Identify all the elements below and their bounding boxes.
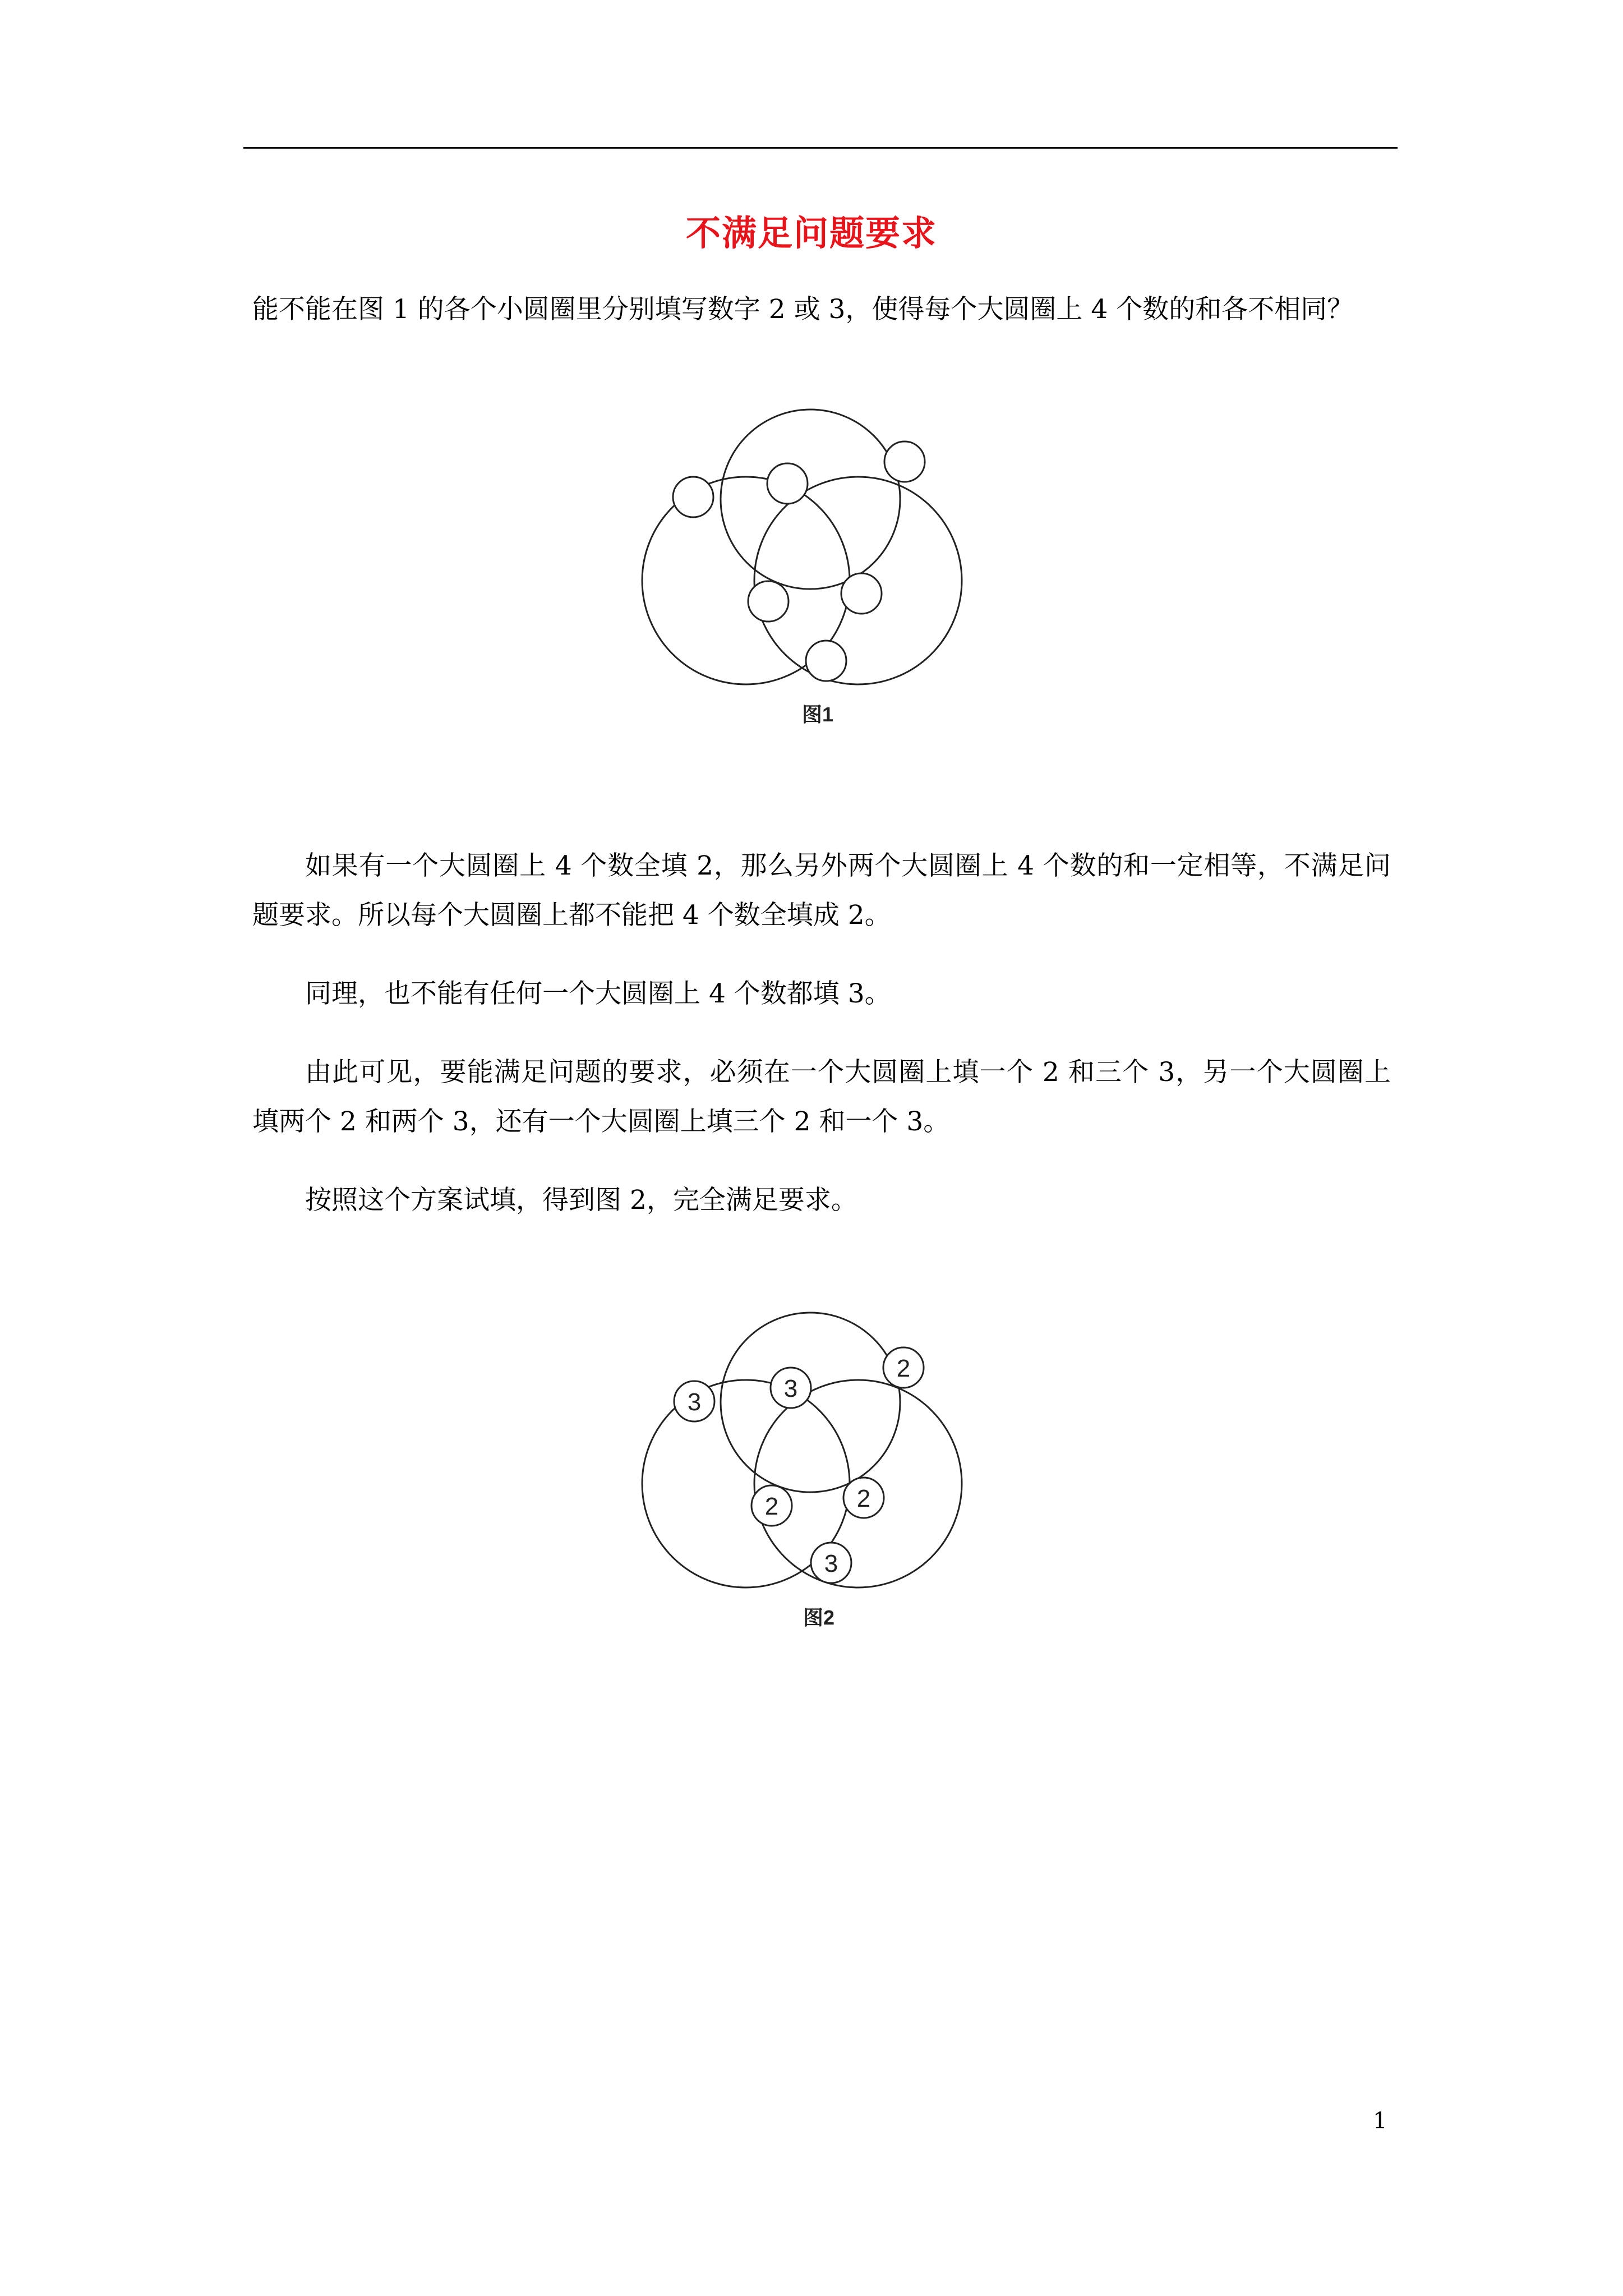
node-circle bbox=[884, 441, 925, 482]
node-value: 2 bbox=[856, 1485, 871, 1512]
node-value: 3 bbox=[824, 1550, 838, 1577]
figure-2-caption: 图2 bbox=[803, 1606, 835, 1629]
node-circle bbox=[806, 641, 846, 681]
page-title: 不满足问题要求 bbox=[685, 213, 937, 254]
paragraph-1: 如果有一个大圆圈上 4 个数全填 2，那么另外两个大圆圈上 4 个数的和一定相等，不满足问题要求。所以每个大圆圈上都不能把 4 个数全填成 2。 bbox=[252, 850, 1391, 931]
node-value: 3 bbox=[783, 1375, 798, 1402]
figure-1-diagram bbox=[639, 387, 987, 735]
question-text: 能不能在图 1 的各个小圆圈里分别填写数字 2 或 3，使得每个大圆圈上 4 个数的和各不相同？ bbox=[252, 294, 1354, 325]
paragraph-4: 按照这个方案试填，得到图 2，完全满足要求。 bbox=[305, 1185, 857, 1216]
node-value: 2 bbox=[764, 1493, 779, 1520]
page-number: 1 bbox=[1373, 2108, 1387, 2134]
paragraph-3: 由此可见，要能满足问题的要求，必须在一个大圆圈上填一个 2 和三个 3，另一个大圆圈上填两个 2 和两个 3，还有一个大圆圈上填三个 2 和一个 3。 bbox=[252, 1057, 1391, 1137]
figure-2 bbox=[639, 1290, 987, 1638]
node-circle bbox=[748, 581, 789, 622]
figure-2-diagram bbox=[639, 1290, 987, 1638]
node-circle bbox=[767, 463, 808, 504]
node-value: 2 bbox=[896, 1355, 911, 1382]
figure-1 bbox=[639, 387, 987, 735]
node-value: 3 bbox=[687, 1388, 702, 1416]
node-circle bbox=[841, 573, 882, 614]
node-circle bbox=[673, 477, 713, 517]
header-rule bbox=[243, 147, 1398, 149]
figure-1-caption: 图1 bbox=[801, 703, 834, 726]
paragraph-2: 同理，也不能有任何一个大圆圈上 4 个数都填 3。 bbox=[305, 978, 891, 1009]
